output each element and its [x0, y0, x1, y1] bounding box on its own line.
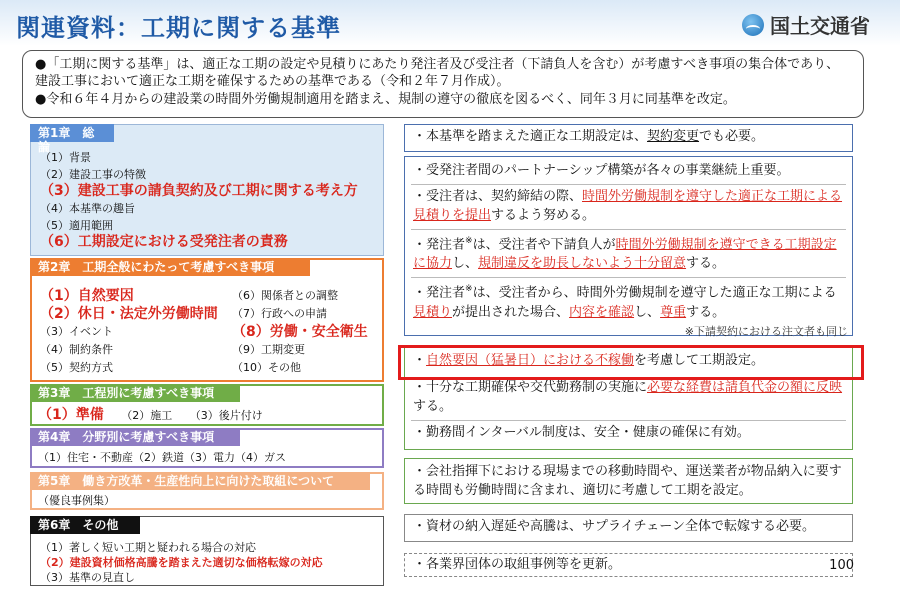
r2-p3s: ※: [465, 236, 473, 246]
ch1-item-5: （5）適用範囲: [40, 219, 113, 232]
r2-p3r2: 規制違反を助長しないよう十分留意: [478, 256, 687, 272]
right-box-1: [404, 124, 853, 152]
r2-p4s: ※: [465, 284, 473, 295]
intro-line-1: ●「工期に関する基準」は、適正な工期の設定や見積りにあたり発注者及び受注者（下請負人を含む）が考慮すべき事項の集合体であり、建設工事において適正な工期を確保するための基準である（令和２年７月作成）。: [35, 57, 840, 89]
chapter-2-header: 第2章 工期全般にわたって考慮すべき事項: [30, 258, 310, 276]
intro-box: [22, 50, 864, 118]
r2-p2r: 時間外労働規制を遵守した適正な工期による見積りを提出: [413, 189, 843, 223]
ch3-item-3: （3）後片付け: [189, 409, 263, 422]
ch1-item-3: （3）建設工事の請負契約及び工期に関する考え方: [40, 183, 358, 199]
chapter-3-header: 第3章 工程別に考慮すべき事項: [30, 384, 240, 402]
ch2-item-4: （4）制約条件: [40, 343, 113, 356]
ch1-item-6: （6）工期設定における受発注者の責務: [40, 234, 288, 250]
ch2-item-2: （2）休日・法定外労働時間: [40, 306, 218, 322]
r1-underline: 契約変更: [647, 129, 700, 144]
r2-p4a: ・発注者: [413, 285, 466, 301]
ch1-item-1: （1）背景: [40, 151, 91, 164]
r1-text-a: ・本基準を踏まえた適正な工期設定は、: [413, 129, 648, 144]
right-box-5: [404, 514, 853, 542]
chapter-2-left: [34, 284, 224, 380]
logo-text: 国土交通省: [770, 14, 870, 38]
r2-p2a: ・受注者は、契約締結の際、: [413, 189, 583, 204]
r2-p1: ・受発注者間のパートナーシップ構築が各々の事業継続上重要。: [413, 163, 790, 178]
r2-note: ※下請契約における注文者も同じ: [684, 324, 848, 338]
r2-p4b: は、受注者から、時間外労働規制を遵守した適正な工期による: [472, 285, 837, 301]
r2-p3: [405, 230, 852, 277]
r4-text: ・会社指揮下における現場までの移動時間や、運送業者が物品納入に要する時間も労働時間に含まれ、適切に考慮して工期を設定。: [413, 464, 842, 498]
ch2-item-6: （6）関係者との調整: [232, 289, 338, 302]
ministry-logo: [742, 10, 870, 39]
r2-p2: [405, 185, 852, 229]
chapter-1-header: 第1章 総論: [30, 124, 114, 142]
ministry-logo-icon: [742, 14, 764, 36]
r2-p4r1: 見積り: [413, 304, 453, 320]
ch2-item-8: （8）労働・安全衛生: [232, 324, 368, 340]
ch6-item-3: （3）基準の見直し: [40, 571, 135, 584]
chapter-5-header: 第5章 働き方改革・生産性向上に向けた取組について: [30, 472, 370, 490]
r6-text: ・各業界団体の取組事例等を更新。: [413, 557, 622, 572]
r5-text: ・資材の納入遅延や高騰は、サプライチェーン全体で転嫁する必要。: [413, 519, 815, 534]
r3-hl-b: を考慮して工期設定。: [634, 353, 765, 368]
right-box-2: [404, 156, 853, 336]
r1-text: [405, 125, 852, 150]
chapter-2-right: [226, 284, 382, 380]
r3-p3: ・勤務間インターバル制度は、安全・健康の確保に有効。: [413, 425, 750, 440]
r2-p3a: ・発注者: [413, 237, 466, 253]
page-number: 100: [829, 558, 854, 573]
r2-p3r1: 時間外労働規制を遵守できる工期設定に協力: [413, 237, 837, 272]
r2-p4r2: 内容を確認: [569, 304, 635, 320]
r2-p4d: し、: [634, 304, 661, 320]
ch2-item-9: （9）工期変更: [232, 343, 305, 356]
r2-p4: [405, 278, 852, 321]
ch1-item-4: （4）本基準の趣旨: [40, 202, 135, 215]
intro-line-2: ●令和６年４月からの建設業の時間外労働規制適用を踏まえ、規制の遵守の徹底を図るべく、同年３月に同基準を改定。: [35, 92, 736, 107]
ch3-item-1: （1）準備: [38, 407, 104, 423]
r3-hl-red: 自然要因（猛暑日）における不稼働: [426, 353, 635, 368]
ch1-item-2: （2）建設工事の特徴: [40, 168, 146, 181]
r3-p2a: ・十分な工期確保や交代勤務制の実施に: [413, 380, 648, 395]
r2-p4e: する。: [686, 304, 726, 320]
ch2-item-3: （3）イベント: [40, 325, 113, 338]
r3-highlight-text: ・自然要因（猛暑日）における不稼働を考慮して工期設定。: [413, 353, 765, 368]
chapter-4-header: 第4章 分野別に考慮すべき事項: [30, 428, 240, 446]
highlight-frame: [398, 345, 864, 380]
ch2-item-10: （10）その他: [232, 361, 301, 374]
ch2-item-5: （5）契約方式: [40, 361, 113, 374]
r2-p2b: するよう努める。: [491, 208, 596, 223]
page-title: 関連資料：工期に関する基準: [16, 14, 341, 42]
chapter-1-items: [34, 146, 380, 254]
ch2-item-7: （7）行政への申請: [232, 307, 327, 320]
ch3-item-2: （2）施工: [121, 409, 173, 422]
chapter-5-items: （優良事例集）: [38, 494, 115, 507]
r2-p3d: する。: [686, 256, 726, 272]
r2-p4r3: 尊重: [660, 304, 687, 320]
chapter-6-header: 第6章 その他: [30, 516, 140, 534]
r2-p4c: が提出された場合、: [452, 304, 570, 320]
ch6-item-2: （2）建設資材価格高騰を踏まえた適切な価格転嫁の対応: [40, 556, 323, 569]
r3-p2b: する。: [413, 399, 453, 414]
chapter-4-items: （1）住宅・不動産（2）鉄道（3）電力（4）ガス: [38, 451, 286, 464]
ch2-item-1: （1）自然要因: [40, 288, 134, 304]
r1-text-b: でも必要。: [699, 129, 765, 144]
right-box-6: [404, 553, 853, 577]
chapter-3-items: [38, 406, 263, 425]
r3-p2: [405, 374, 852, 420]
chapter-6-items: [34, 537, 380, 588]
r2-p3b: は、受注者や下請負人が: [472, 237, 616, 253]
ch6-item-1: （1）著しく短い工期と疑われる場合の対応: [40, 541, 256, 554]
r2-p3c: し、: [452, 256, 479, 272]
r3-p2r: 必要な経費は請負代金の額に反映: [647, 380, 843, 395]
right-box-4: [404, 458, 853, 504]
